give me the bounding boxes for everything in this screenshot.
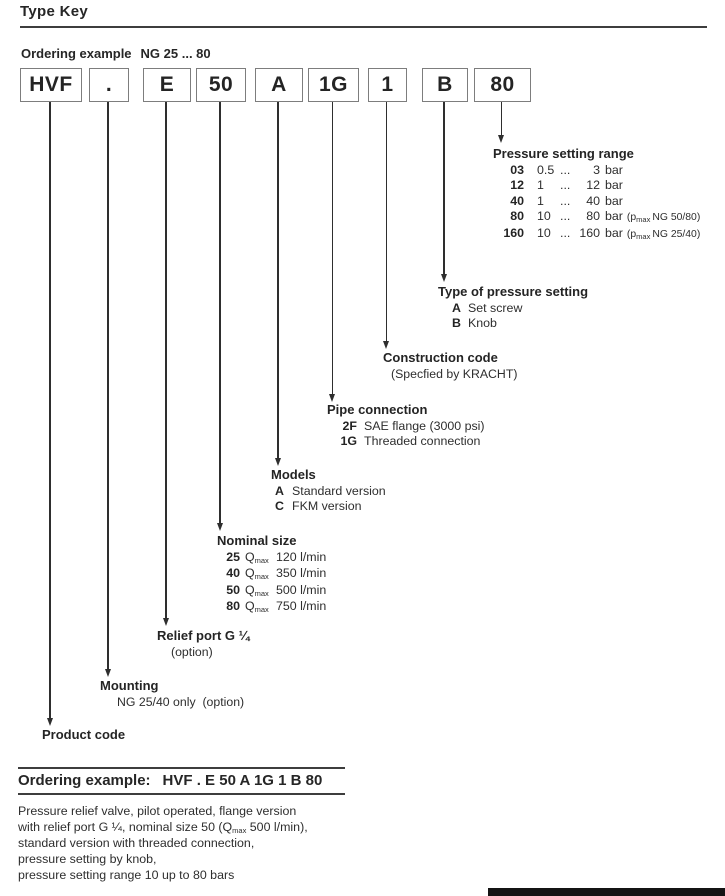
range-to: 12 — [586, 178, 600, 193]
pressure-range-row — [493, 163, 700, 178]
description-paragraph — [18, 804, 308, 884]
flow-value: 500 l/min — [276, 582, 327, 597]
option-row — [271, 484, 386, 499]
qmax-label: Qmax — [245, 582, 269, 598]
section-title: Product code — [42, 727, 126, 742]
ordering-example-label: Ordering example — [21, 46, 132, 61]
range-dots: ... — [560, 209, 571, 224]
range-dots: ... — [560, 163, 571, 177]
arrow-mounting — [105, 102, 112, 677]
code-box-80: 80 — [474, 68, 531, 102]
range-from: 10 — [537, 209, 551, 224]
code-box-a: A — [255, 68, 303, 102]
section-subtitle: (option) — [171, 645, 213, 659]
option-code: A — [275, 484, 284, 498]
pressure-range-row — [493, 178, 700, 193]
code-box-1: 1 — [368, 68, 407, 102]
qmax-label: Qmax — [245, 550, 269, 565]
section-rows — [493, 163, 700, 242]
option-row — [327, 419, 485, 434]
section-rows — [327, 419, 485, 450]
option-desc: FKM version — [292, 499, 362, 514]
section-subtitle: (Specfied by KRACHT) — [391, 367, 518, 381]
range-from: 0.5 — [537, 163, 555, 177]
option-code: 1G — [340, 434, 357, 449]
pressure-range-row — [493, 209, 700, 225]
ordering-example-value: NG 25 ... 80 — [140, 46, 211, 61]
arrow-head-icon — [163, 618, 169, 626]
paragraph-line: pressure setting by knob, — [18, 852, 157, 867]
section-title: Mounting — [100, 678, 159, 693]
option-code: C — [275, 499, 284, 514]
range-to: 40 — [586, 193, 600, 208]
range-to: 80 — [586, 209, 600, 224]
range-code: 40 — [510, 193, 524, 208]
arrow-pressure-range — [498, 102, 505, 143]
title-rule — [20, 26, 707, 28]
range-to: 160 — [579, 225, 600, 240]
paragraph-line: with relief port G ¼, nominal size 50 (Qmax 500 l/min), — [18, 819, 308, 835]
range-unit: bar — [605, 178, 623, 193]
paragraph-line: pressure setting range 10 up to 80 bars — [18, 867, 235, 882]
section-models — [271, 467, 386, 515]
nominal-size-row — [217, 566, 326, 582]
section-title: Construction code — [383, 350, 498, 365]
arrow-shaft — [386, 102, 388, 343]
section-rows — [438, 301, 588, 332]
section-title: Nominal size — [217, 533, 297, 548]
option-row — [327, 434, 485, 449]
arrow-relief-port — [163, 102, 170, 626]
range-from: 1 — [537, 193, 544, 208]
qmax-subscript: max — [254, 605, 269, 615]
arrow-product-code — [47, 102, 54, 726]
arrow-head-icon — [47, 718, 53, 726]
ordering-example-heading — [18, 772, 322, 789]
option-desc: Set screw — [468, 301, 523, 315]
pressure-range-row — [493, 194, 700, 209]
section-pressure-setting-range — [493, 146, 700, 242]
page-title: Type Key — [20, 3, 88, 20]
range-code: 80 — [510, 209, 524, 224]
code-box-b: B — [422, 68, 468, 102]
range-code: 160 — [503, 225, 524, 240]
pmax-subscript: max — [636, 215, 651, 225]
arrow-nominal-size — [217, 102, 224, 531]
ordering-example-top-rule — [18, 767, 345, 769]
size-code: 50 — [226, 582, 240, 597]
code-box-1g: 1G — [308, 68, 359, 102]
qmax-label: Qmax — [245, 566, 269, 582]
paragraph-line: Pressure relief valve, pilot operated, flange version — [18, 804, 297, 818]
paragraph-line: standard version with threaded connection, — [18, 836, 255, 851]
arrow-shaft — [277, 102, 279, 460]
arrow-head-icon — [498, 135, 504, 143]
option-row — [271, 499, 386, 514]
section-relief-port — [157, 628, 249, 659]
range-dots: ... — [560, 178, 571, 193]
section-subtitle: NG 25/40 only (option) — [117, 695, 245, 709]
section-rows — [217, 550, 326, 616]
arrow-shaft — [332, 102, 334, 396]
qmax-subscript: max — [254, 556, 269, 565]
range-from: 1 — [537, 178, 544, 193]
option-desc: Knob — [468, 316, 497, 331]
code-box-hvf: HVF — [20, 68, 82, 102]
qmax-subscript: max — [254, 572, 269, 582]
range-unit: bar — [605, 163, 623, 177]
qmax-label: Qmax — [245, 599, 269, 615]
arrow-shaft — [107, 102, 109, 671]
range-unit: bar — [605, 225, 623, 240]
option-code: 2F — [342, 419, 357, 433]
arrow-shaft — [219, 102, 221, 525]
size-code: 25 — [226, 550, 240, 564]
section-title: Pressure setting range — [493, 146, 634, 161]
ordering-example-bottom-rule — [18, 793, 345, 795]
range-note: (pmax NG 25/40) — [626, 228, 701, 241]
qmax-subscript: max — [232, 825, 247, 835]
arrow-head-icon — [105, 669, 111, 677]
size-code: 40 — [226, 566, 240, 581]
flow-value: 120 l/min — [276, 550, 327, 564]
section-pipe-connection — [327, 402, 485, 450]
code-box-50: 50 — [196, 68, 246, 102]
nominal-size-row — [217, 599, 326, 615]
arrow-shaft — [165, 102, 167, 620]
option-code: B — [452, 316, 461, 331]
option-desc: SAE flange (3000 psi) — [364, 419, 485, 433]
arrow-pipe-connection — [329, 102, 336, 402]
qmax-subscript: max — [254, 588, 269, 598]
arrow-head-icon — [275, 458, 281, 466]
ordering-example-heading-code: HVF . E 50 A 1G 1 B 80 — [162, 772, 323, 789]
section-product-code — [42, 727, 125, 742]
range-to: 3 — [593, 163, 600, 177]
flow-value: 350 l/min — [276, 566, 327, 581]
flow-value: 750 l/min — [276, 599, 327, 614]
option-row — [438, 316, 588, 331]
arrow-head-icon — [217, 523, 223, 531]
range-code: 03 — [510, 163, 524, 177]
pmax-subscript: max — [636, 231, 651, 241]
size-code: 80 — [226, 599, 240, 614]
footer-bar — [488, 888, 725, 896]
arrow-head-icon — [441, 274, 447, 282]
range-unit: bar — [605, 209, 623, 224]
section-nominal-size — [217, 533, 326, 616]
section-title: Type of pressure setting — [438, 284, 589, 299]
section-rows — [271, 484, 386, 515]
range-from: 10 — [537, 225, 551, 240]
pressure-range-row — [493, 226, 700, 242]
arrow-pressure-setting-type — [441, 102, 448, 282]
nominal-size-row — [217, 583, 326, 599]
arrow-construction-code — [383, 102, 390, 349]
section-construction-code — [383, 350, 517, 381]
option-desc: Threaded connection — [364, 434, 481, 449]
section-title: Pipe connection — [327, 402, 428, 417]
arrow-shaft — [49, 102, 51, 720]
ordering-example-line — [21, 46, 211, 61]
section-type-of-pressure-setting — [438, 284, 588, 332]
range-dots: ... — [560, 193, 571, 208]
code-box-dot: . — [89, 68, 129, 102]
arrow-shaft — [443, 102, 445, 276]
code-box-e: E — [143, 68, 191, 102]
arrow-head-icon — [383, 341, 389, 349]
nominal-size-row — [217, 550, 326, 566]
range-note: (pmax NG 50/80) — [626, 212, 701, 225]
section-title: Models — [271, 467, 316, 482]
section-title: Relief port G ¼ — [157, 628, 250, 643]
ordering-example-heading-label: Ordering example: — [18, 772, 151, 789]
option-row — [438, 301, 588, 316]
section-mounting — [100, 678, 244, 709]
option-code: A — [452, 301, 461, 315]
range-unit: bar — [605, 193, 623, 208]
arrow-models — [275, 102, 282, 466]
arrow-shaft — [501, 102, 503, 137]
option-desc: Standard version — [292, 484, 386, 498]
range-dots: ... — [560, 225, 571, 240]
range-code: 12 — [510, 178, 524, 193]
arrow-head-icon — [329, 394, 335, 402]
